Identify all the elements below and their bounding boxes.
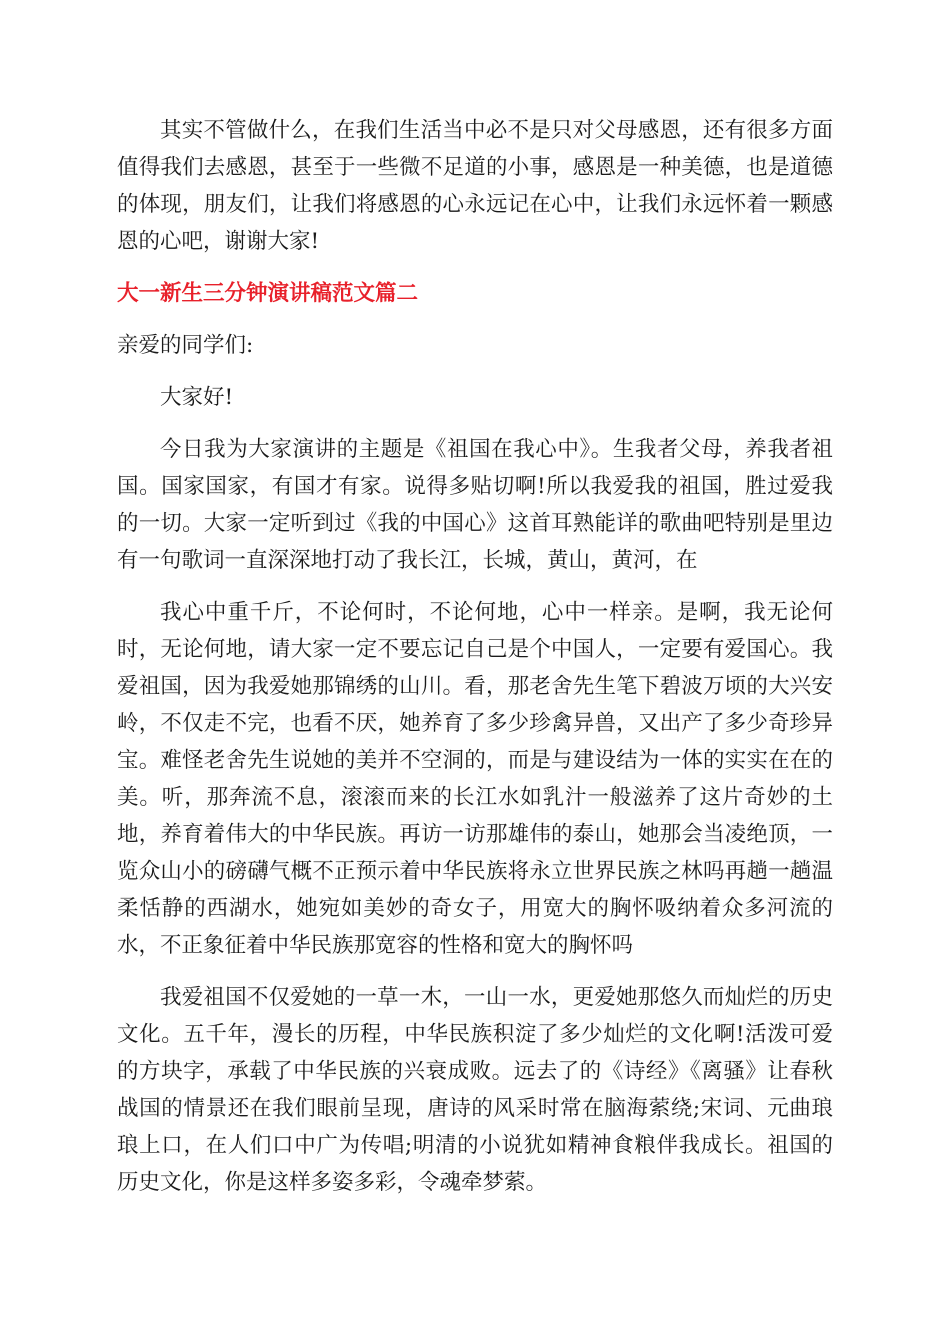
paragraph-gratitude: 其实不管做什么，在我们生活当中必不是只对父母感恩，还有很多方面值得我们去感恩，甚至于一些微不足道的小事，感恩是一种美德，也是道德的体现，朋友们，让我们将感恩的心永远记在心中，让我们永远怀着一颗感恩的心吧，谢谢大家!	[117, 118, 833, 254]
greeting: 大家好!	[160, 385, 234, 410]
paragraph-landscape: 我心中重千斤，不论何时，不论何地，心中一样亲。是啊，我无论何时，无论何地，请大家一定不要忘记自己是个中国人，一定要有爱国心。我爱祖国，因为我爱她那锦绣的山川。看，那老舍先生笔下碧波万顷的大兴安岭，不仅走不完，也看不厌，她养育了多少珍禽异兽，又出产了多少奇珍异宝。难怪老舍先生说她的美并不空洞的，而是与建设结为一体的实实在在的美。听，那奔流不息，滚滚而来的长江水如乳汁一般滋养了这片奇妙的土地，养育着伟大的中华民族。再访一访那雄伟的泰山，她那会当凌绝顶，一览众山小的磅礴气概不正预示着中华民族将永立世界民族之林吗再趟一趟温柔恬静的西湖水，她宛如美妙的奇女子，用宽大的胸怀吸纳着众多河流的水，不正象征着中华民族那宽容的性格和宽大的胸怀吗	[117, 600, 833, 958]
section-heading: 大一新生三分钟演讲稿范文篇二	[117, 281, 419, 306]
document-page	[117, 112, 833, 1216]
salutation: 亲爱的同学们:	[117, 333, 254, 358]
paragraph-culture: 我爱祖国不仅爱她的一草一木，一山一水，更爱她那悠久而灿烂的历史文化。五千年，漫长的历程，中华民族积淀了多少灿烂的文化啊!活泼可爱的方块字，承载了中华民族的兴衰成败。远去了的《诗经》《离骚》让春秋战国的情景还在我们眼前呈现，唐诗的风采时常在脑海萦绕;宋词、元曲琅琅上口，在人们口中广为传唱;明清的小说犹如精神食粮伴我成长。祖国的历史文化，你是这样多姿多彩，令魂牵梦萦。	[117, 985, 833, 1195]
paragraph-motherland-intro: 今日我为大家演讲的主题是《祖国在我心中》。生我者父母，养我者祖国。国家国家，有国才有家。说得多贴切啊!所以我爱我的祖国，胜过爱我的一切。大家一定听到过《我的中国心》这首耳熟能详的歌曲吧特别是里边有一句歌词一直深深地打动了我长江，长城，黄山，黄河，在	[117, 437, 833, 573]
